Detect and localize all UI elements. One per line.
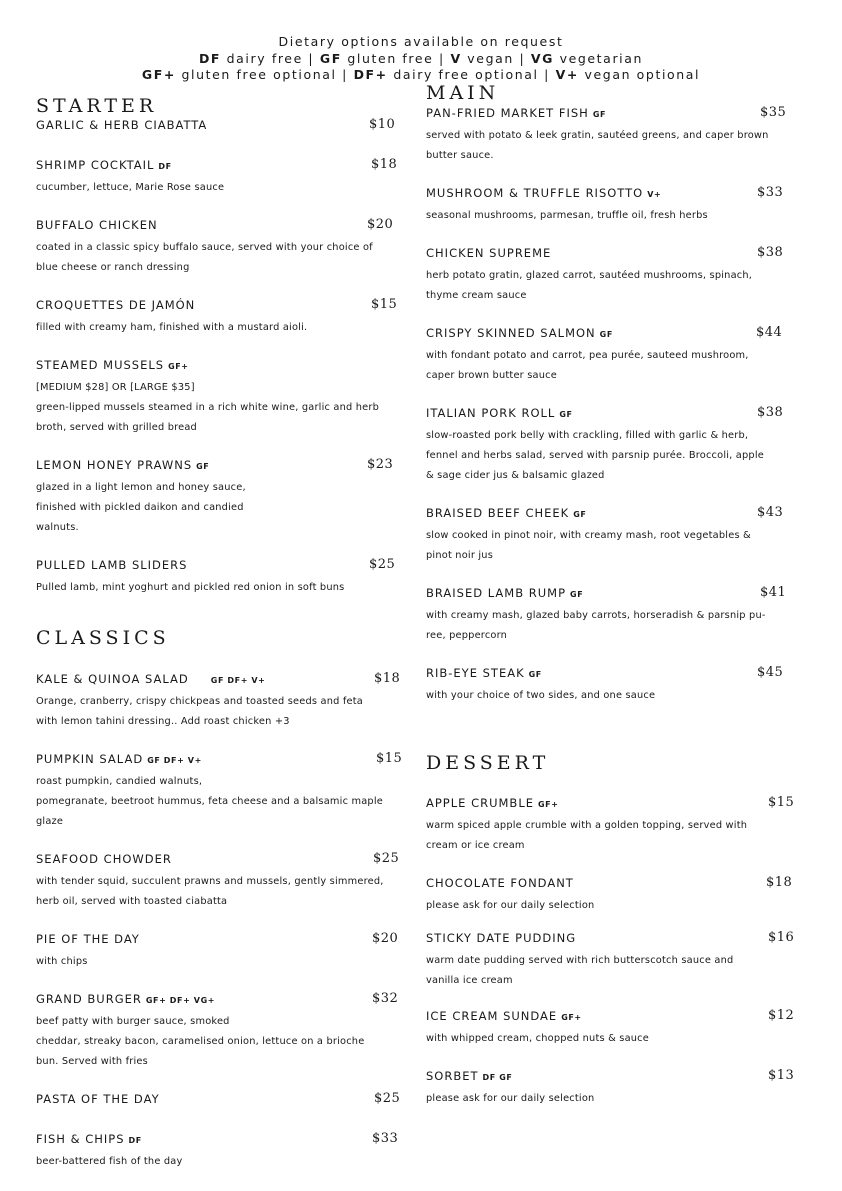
menu-item-name-text: PUMPKIN SALAD: [36, 752, 144, 766]
menu-item-name-text: ITALIAN PORK ROLL: [426, 406, 556, 420]
menu-item-name: [36, 1132, 142, 1146]
menu-item: [426, 186, 792, 226]
menu-item-description: blue cheese or ranch dressing: [36, 262, 190, 273]
menu-item-header: [36, 1092, 402, 1112]
key-df-text: dairy free |: [221, 50, 320, 66]
menu-item-header: [426, 326, 792, 346]
menu-item-header: [36, 458, 402, 478]
section-title-dessert: DESSERT: [426, 752, 550, 774]
menu-item-description: Pulled lamb, mint yoghurt and pickled red onion in soft buns: [36, 582, 345, 593]
menu-item-description: green-lipped mussels steamed in a rich white wine, garlic and herb: [36, 402, 380, 413]
menu-item-description: with lemon tahini dressing.. Add roast chicken +3: [36, 716, 290, 727]
dietary-key-line-2: [0, 67, 842, 84]
menu-item: [36, 458, 402, 538]
key-dfo-text: dairy free optional |: [387, 67, 556, 82]
menu-item-description: coated in a classic spicy buffalo sauce, served with your choice of: [36, 242, 373, 253]
menu-item-description: with creamy mash, glazed baby carrots, horseradish & parsnip pu-: [426, 610, 766, 621]
menu-item-name: [426, 796, 559, 810]
menu-item-name-text: ICE CREAM SUNDAE: [426, 1009, 558, 1023]
menu-item-name-text: KALE & QUINOA SALAD: [36, 672, 189, 686]
menu-item-name: [426, 246, 551, 260]
menu-item-description: with fondant potato and carrot, pea purée, sauteed mushroom,: [426, 350, 749, 361]
menu-item: [36, 158, 402, 198]
menu-item: [426, 666, 792, 706]
menu-item-header: [36, 358, 402, 378]
dietary-tag: GF+: [561, 1013, 582, 1022]
menu-item: [36, 932, 402, 972]
menu-item-name-text: BRAISED BEEF CHEEK: [426, 506, 570, 520]
menu-item-description: please ask for our daily selection: [426, 900, 595, 911]
menu-item-name: [426, 106, 606, 120]
menu-item-price: $10: [369, 117, 396, 132]
menu-item-name: [36, 358, 189, 372]
menu-item: [426, 326, 792, 386]
menu-item: [36, 852, 402, 912]
menu-item-name-text: CROQUETTES DE JAMÓN: [36, 298, 196, 312]
dietary-tag: GF+: [168, 362, 189, 371]
menu-item: [426, 1008, 795, 1049]
section-title-classics: CLASSICS: [36, 627, 170, 649]
menu-item-description: broth, served with grilled bread: [36, 422, 197, 433]
key-v: V: [450, 50, 462, 66]
menu-item-price: $38: [757, 245, 784, 260]
menu-item-name: [426, 506, 586, 520]
menu-item-price: $43: [757, 505, 784, 520]
menu-item-header: [36, 298, 402, 318]
menu-item: [36, 118, 402, 138]
menu-item: [426, 246, 792, 306]
menu-item-price: $25: [374, 1091, 401, 1106]
menu-item: [426, 930, 795, 991]
menu-item-name-text: BRAISED LAMB RUMP: [426, 586, 567, 600]
menu-item-price: $15: [371, 297, 398, 312]
menu-item-price: $45: [757, 665, 784, 680]
menu-item-header: [36, 558, 402, 578]
menu-item-name-text: MUSHROOM & TRUFFLE RISOTTO: [426, 186, 644, 200]
menu-item-name-text: PULLED LAMB SLIDERS: [36, 558, 188, 572]
menu-item: [426, 1068, 795, 1109]
menu-item-name: [36, 672, 266, 686]
menu-item-price: $18: [371, 157, 398, 172]
menu-item-price: $16: [768, 930, 795, 945]
menu-item-description: herb potato gratin, glazed carrot, sautéed mushrooms, spinach,: [426, 270, 753, 281]
menu-item-price: $20: [367, 217, 394, 232]
menu-item-price: $18: [374, 671, 401, 686]
menu-item-description: cream or ice cream: [426, 840, 525, 851]
menu-item-header: [426, 930, 795, 951]
key-gf-text: gluten free |: [341, 50, 451, 66]
dietary-tag: DF: [158, 162, 172, 171]
menu-item-name-text: GRAND BURGER: [36, 992, 142, 1006]
dietary-tag: GF DF+ V+: [210, 676, 266, 685]
menu-item-description: with chips: [36, 956, 88, 967]
menu-item-description: vanilla ice cream: [426, 975, 513, 986]
menu-item: [36, 558, 402, 598]
menu-item-name: [426, 1069, 512, 1083]
menu-item-price: $44: [756, 325, 783, 340]
dietary-tag: GF: [559, 410, 573, 419]
menu-item: [36, 672, 402, 732]
menu-item-header: [426, 1008, 795, 1029]
menu-item-description: glazed in a light lemon and honey sauce,: [36, 482, 246, 493]
dietary-tag: GF: [570, 590, 584, 599]
dietary-tag: GF: [592, 110, 607, 119]
menu-item-price: $38: [757, 405, 784, 420]
menu-item-header: [426, 586, 792, 606]
menu-item-description: beef patty with burger sauce, smoked: [36, 1016, 230, 1027]
key-dfo: DF+: [353, 67, 388, 82]
dietary-tag: GF DF+ V+: [147, 756, 202, 765]
menu-item-price: $25: [373, 851, 400, 866]
menu-item-name: [36, 218, 158, 232]
dietary-intro: Dietary options available on request: [278, 34, 564, 49]
key-df: DF: [198, 50, 222, 66]
menu-item-header: [36, 218, 402, 238]
menu-item-description: cucumber, lettuce, Marie Rose sauce: [36, 182, 225, 193]
menu-item-description: herb oil, served with toasted ciabatta: [36, 896, 228, 907]
menu-item-name: [36, 558, 187, 572]
menu-item-header: [36, 992, 402, 1012]
menu-item-header: [36, 158, 402, 178]
menu-item-name-text: SEAFOOD CHOWDER: [36, 852, 172, 866]
menu-item-description: with whipped cream, chopped nuts & sauce: [426, 1033, 649, 1044]
key-vo-text: vegan optional: [578, 67, 701, 82]
menu-item-description: served with potato & leek gratin, sautéed greens, and caper brown: [426, 130, 769, 141]
menu-item-header: [36, 118, 402, 138]
menu-item: [426, 106, 792, 166]
menu-item-price: $23: [367, 457, 394, 472]
menu-item-name: [426, 406, 573, 420]
menu-item-name: [426, 586, 583, 600]
key-gf: GF: [319, 50, 342, 66]
menu-item-description: with tender squid, succulent prawns and mussels, gently simmered,: [36, 876, 384, 887]
key-vg-text: vegetarian: [554, 50, 644, 66]
menu-item-description: glaze: [36, 816, 64, 827]
dietary-header: [0, 34, 842, 84]
menu-item-header: [36, 932, 402, 952]
menu-item-header: [426, 795, 795, 816]
menu-item-name-text: GARLIC & HERB CIABATTA: [36, 118, 208, 132]
dietary-tag: GF+: [538, 800, 559, 809]
menu-item: [36, 992, 402, 1072]
dietary-tag: DF: [128, 1136, 142, 1145]
menu-item-name-text: APPLE CRUMBLE: [426, 796, 534, 810]
menu-item-description: thyme cream sauce: [426, 290, 527, 301]
dietary-tag: GF: [573, 510, 587, 519]
menu-item-name: [426, 326, 613, 340]
menu-item-name-text: PAN-FRIED MARKET FISH: [426, 106, 589, 120]
menu-item-price: $41: [760, 585, 787, 600]
menu-item-price: $33: [372, 1131, 399, 1146]
menu-item-name: [426, 186, 661, 200]
menu-item-header: [426, 186, 792, 206]
menu-item-name-text: LEMON HONEY PRAWNS: [36, 458, 193, 472]
menu-item-header: [426, 1068, 795, 1089]
menu-item-price: $32: [372, 991, 399, 1006]
menu-item-description: filled with creamy ham, finished with a mustard aioli.: [36, 322, 308, 333]
section-title-main: MAIN: [426, 82, 500, 104]
menu-item-price: $12: [768, 1008, 795, 1023]
dietary-key-line-1: [0, 51, 842, 68]
menu-item-description: slow cooked in pinot noir, with creamy mash, root vegetables &: [426, 530, 751, 541]
menu-item: [36, 752, 402, 832]
menu-item-description: & sage cider jus & balsamic glazed: [426, 470, 605, 481]
menu-item-name-text: BUFFALO CHICKEN: [36, 218, 158, 232]
key-gfo-text: gluten free optional |: [175, 67, 354, 82]
menu-item: [36, 1132, 402, 1172]
menu-item-name: [36, 852, 172, 866]
menu-item-price: $13: [768, 1068, 795, 1083]
menu-item-name: [36, 158, 172, 172]
menu-item-header: [426, 246, 792, 266]
menu-item-name: [36, 1092, 160, 1106]
menu-item-description: pinot noir jus: [426, 550, 494, 561]
menu-item-description: seasonal mushrooms, parmesan, truffle oil, fresh herbs: [426, 210, 708, 221]
menu-item-name: [426, 666, 542, 680]
dietary-tag: V+: [647, 190, 662, 199]
menu-item-description: with your choice of two sides, and one sauce: [426, 690, 656, 701]
menu-item-name: [36, 992, 215, 1006]
menu-item-header: [426, 506, 792, 526]
key-vg: VG: [530, 50, 554, 66]
menu-item-name-text: FISH & CHIPS: [36, 1132, 125, 1146]
menu-item-description: please ask for our daily selection: [426, 1093, 595, 1104]
dietary-tag: GF: [599, 330, 613, 339]
menu-item-name-text: SHRIMP COCKTAIL: [36, 158, 155, 172]
menu-item-header: [36, 1132, 402, 1152]
menu-item-description: Orange, cranberry, crispy chickpeas and toasted seeds and feta: [36, 696, 363, 707]
dietary-tag: GF: [196, 462, 210, 471]
menu-item-description: warm spiced apple crumble with a golden topping, served with: [426, 820, 748, 831]
menu-item-description: bun. Served with fries: [36, 1056, 148, 1067]
menu-item-description: walnuts.: [36, 522, 79, 533]
key-vo: V+: [555, 67, 579, 82]
menu-item-price: $15: [768, 795, 795, 810]
menu-item-header: [426, 666, 792, 686]
menu-item-name-text: STICKY DATE PUDDING: [426, 931, 577, 945]
key-gfo: GF+: [141, 67, 176, 82]
menu-item: [426, 406, 792, 486]
section-title-starter: STARTER: [36, 95, 158, 117]
menu-item-header: [36, 672, 402, 692]
menu-item-price: $25: [369, 557, 396, 572]
menu-item-description: warm date pudding served with rich butterscotch sauce and: [426, 955, 734, 966]
menu-item-name-text: CRISPY SKINNED SALMON: [426, 326, 596, 340]
menu-item-header: [36, 852, 402, 872]
menu-item-name: [426, 876, 574, 890]
menu-item-description: cheddar, streaky bacon, caramelised onion, lettuce on a brioche: [36, 1036, 365, 1047]
menu-item: [36, 358, 402, 438]
dietary-tag: GF: [528, 670, 542, 679]
menu-item-name-text: RIB-EYE STEAK: [426, 666, 525, 680]
menu-item: [426, 506, 792, 566]
menu-item-name: [36, 458, 209, 472]
menu-item-name: [36, 298, 195, 312]
menu-item-name-text: PASTA OF THE DAY: [36, 1092, 160, 1106]
menu-item-description: butter sauce.: [426, 150, 494, 161]
menu-item-name-text: CHOCOLATE FONDANT: [426, 876, 574, 890]
menu-item-description: ree, peppercorn: [426, 630, 508, 641]
menu-item-price: $35: [760, 105, 787, 120]
menu-item-name: [36, 752, 202, 766]
menu-item-header: [426, 876, 792, 896]
menu-item-header: [426, 106, 792, 126]
menu-item-name-text: CHICKEN SUPREME: [426, 246, 552, 260]
menu-item-description: pomegranate, beetroot hummus, feta cheese and a balsamic maple: [36, 796, 383, 807]
menu-item-description: beer-battered fish of the day: [36, 1156, 183, 1167]
menu-item-price: $18: [766, 875, 793, 890]
menu-item-description: fennel and herbs salad, served with parsnip purée. Broccoli, apple: [426, 450, 764, 461]
menu-item-header: [36, 752, 402, 772]
menu-item-description: [MEDIUM $28] OR [LARGE $35]: [36, 382, 195, 393]
menu-item: [426, 586, 792, 646]
dietary-tag: GF+ DF+ VG+: [145, 996, 216, 1005]
menu-item: [426, 876, 792, 916]
menu-item-description: slow-roasted pork belly with crackling, filled with garlic & herb,: [426, 430, 749, 441]
key-v-text: vegan |: [461, 50, 531, 66]
menu-item-description: caper brown butter sauce: [426, 370, 557, 381]
menu-item-price: $20: [372, 931, 399, 946]
menu-item-name-text: SORBET: [426, 1069, 479, 1083]
menu-item-description: roast pumpkin, candied walnuts,: [36, 776, 203, 787]
menu-item: [36, 218, 402, 278]
menu-item-name: [36, 932, 140, 946]
menu-item-price: $15: [376, 751, 403, 766]
menu-item: [36, 298, 402, 338]
dietary-tag: DF GF: [482, 1073, 513, 1082]
menu-item: [36, 1092, 402, 1112]
menu-item-description: finished with pickled daikon and candied: [36, 502, 244, 513]
menu-item-price: $33: [757, 185, 784, 200]
menu-item-name-text: STEAMED MUSSELS: [36, 358, 165, 372]
menu-item-name: [426, 1009, 582, 1023]
menu-item-name-text: PIE OF THE DAY: [36, 932, 140, 946]
menu-item-name: [36, 118, 207, 132]
menu-item: [426, 795, 795, 856]
menu-item-name: [426, 931, 576, 945]
menu-item-header: [426, 406, 792, 426]
